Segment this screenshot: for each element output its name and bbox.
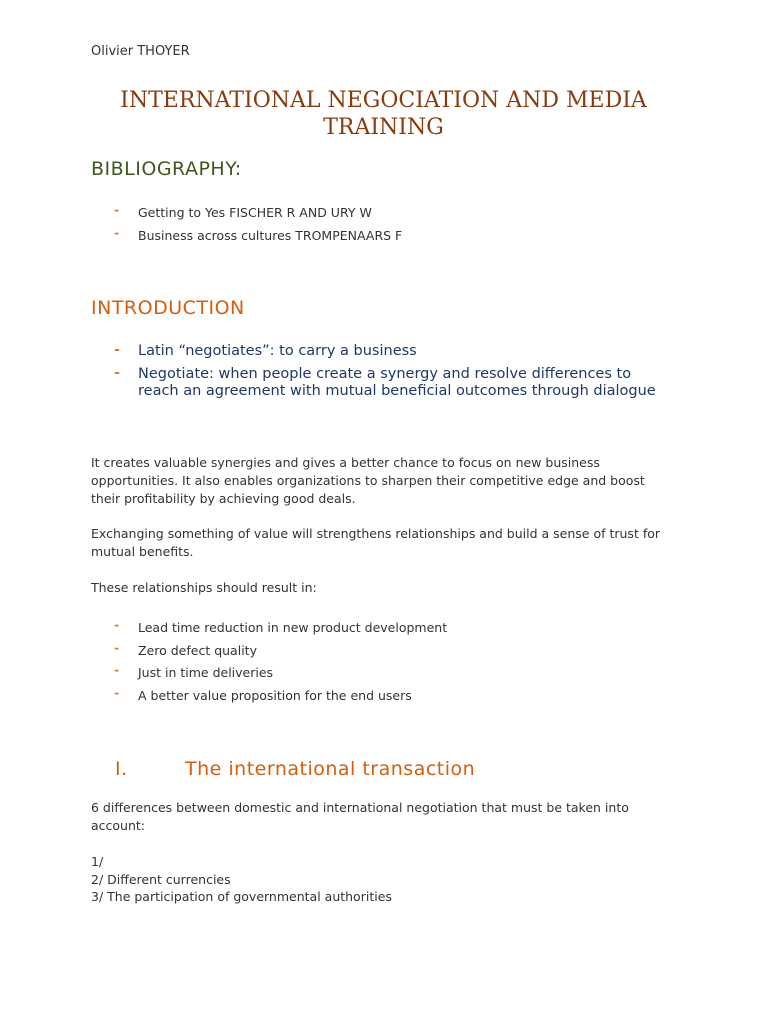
section-title: The international transaction	[185, 758, 476, 780]
author-name: Olivier THOYER	[91, 44, 190, 59]
list-item: 2/ Different currencies	[91, 871, 231, 887]
body-paragraph: Exchanging something of value will strengthens relationships and build a sense of trust for mutual benefits.	[91, 526, 661, 559]
bibliography-list	[91, 202, 676, 247]
dash-bullet-icon: -	[114, 342, 121, 358]
results-list	[91, 617, 676, 707]
list-item	[91, 366, 676, 401]
body-paragraph: It creates valuable synergies and gives a better chance to focus on new business opportunities. It also enables organizations to sharpen their competitive edge and boost their profitability by achieving good deals.	[91, 455, 645, 506]
dash-bullet-icon: -	[114, 617, 120, 632]
dash-bullet-icon: -	[114, 202, 120, 217]
list-item	[91, 685, 676, 708]
list-item	[91, 225, 676, 248]
dash-bullet-icon: -	[114, 639, 120, 655]
result-item: Zero defect quality	[138, 642, 257, 658]
introduction-item: Negotiate: when people create a synergy and resolve differences to reach an agreement with mutual beneficial outcomes through dialogue	[138, 365, 656, 399]
list-item	[91, 640, 676, 663]
result-item: Lead time reduction in new product development	[138, 620, 448, 635]
list-item	[91, 202, 676, 225]
introduction-list	[91, 343, 676, 406]
section-heading	[91, 758, 475, 780]
dash-bullet-icon: -	[114, 364, 121, 381]
body-paragraph: 6 differences between domestic and international negotiation that must be taken into account:	[91, 800, 629, 833]
list-item	[91, 617, 676, 640]
list-item	[91, 343, 676, 361]
bibliography-heading: BIBLIOGRAPHY:	[91, 158, 242, 180]
body-paragraph: These relationships should result in:	[91, 580, 317, 595]
dash-bullet-icon: -	[114, 684, 120, 700]
list-item	[91, 662, 676, 685]
list-item: 1/	[91, 854, 104, 869]
document-title: INTERNATIONAL NEGOCIATION AND MEDIA TRAINING	[120, 88, 647, 140]
section-number: I.	[115, 758, 128, 780]
bibliography-item: Getting to Yes FISCHER R AND URY W	[138, 205, 372, 220]
result-item: Just in time deliveries	[138, 665, 274, 680]
introduction-heading: INTRODUCTION	[91, 297, 245, 319]
differences-list	[91, 853, 392, 906]
dash-bullet-icon: -	[114, 662, 120, 677]
dash-bullet-icon: -	[114, 224, 120, 240]
list-item: 3/ The participation of governmental authorities	[91, 889, 392, 904]
introduction-item: Latin “negotiates”: to carry a business	[138, 343, 417, 359]
result-item: A better value proposition for the end users	[138, 687, 412, 703]
bibliography-item: Business across cultures TROMPENAARS F	[138, 227, 403, 243]
